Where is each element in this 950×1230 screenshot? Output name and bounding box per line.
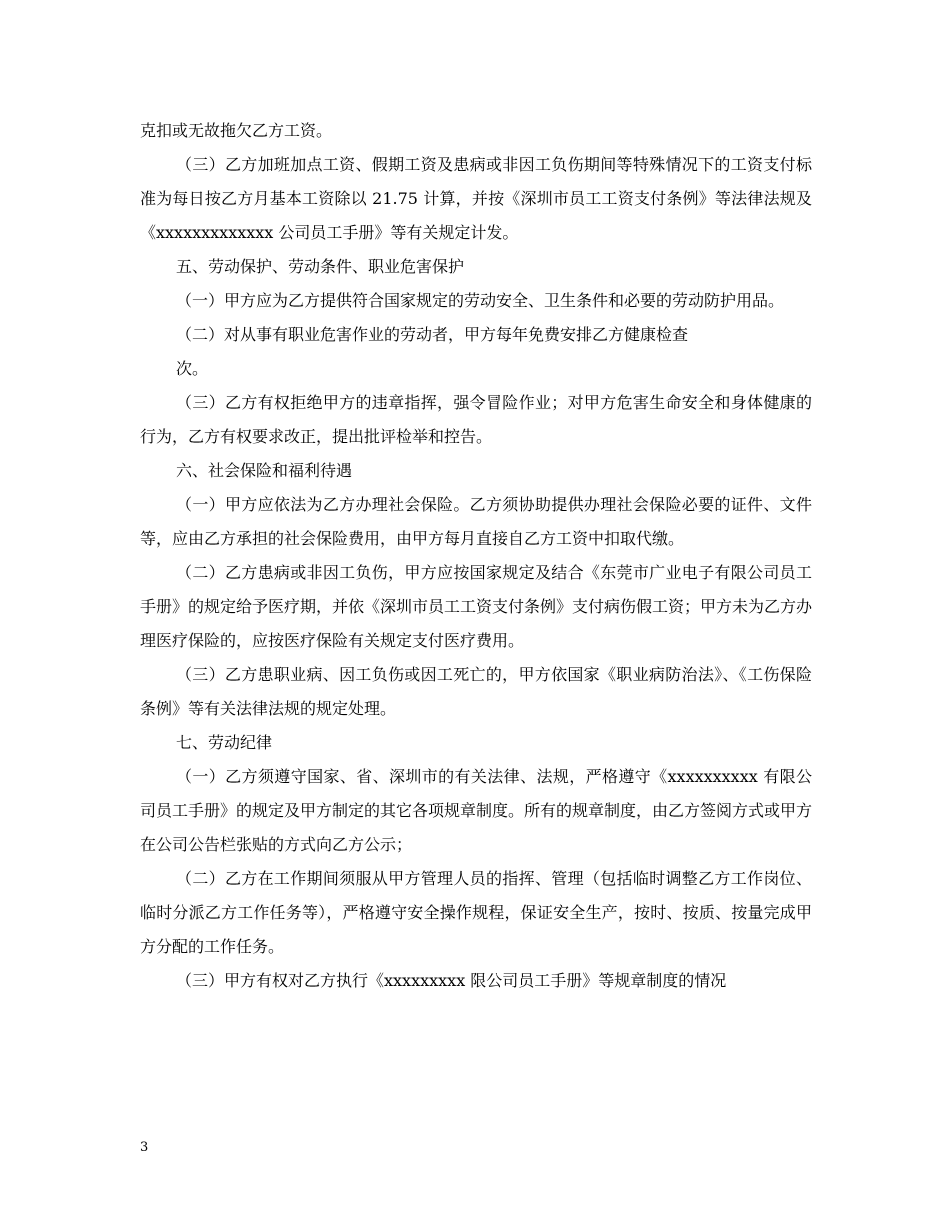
document-body [140,114,812,998]
paragraph: （一）甲方应依法为乙方办理社会保险。乙方须协助提供办理社会保险必要的证件、文件等，应由乙方承担的社会保险费用，由甲方每月直接自乙方工资中扣取代缴。 [140,495,812,548]
page-number: 3 [140,1140,149,1155]
section-heading: 六、社会保险和福利待遇 [176,461,353,480]
paragraph: （二）乙方患病或非因工负伤，甲方应按国家规定及结合《东莞市广业电子有限公司员工手册》的规定给予医疗期，并依《深圳市员工工资支付条例》支付病伤假工资；甲方未为乙方办理医疗保险的，应按医疗保险有关规定支付医疗费用。 [140,563,813,650]
paragraph: （三）甲方有权对乙方执行《xxxxxxxxx 限公司员工手册》等规章制度的情况 [176,971,727,990]
paragraph: （三）乙方有权拒绝甲方的违章指挥，强令冒险作业；对甲方危害生命安全和身体健康的行为，乙方有权要求改正，提出批评检举和控告。 [140,393,812,446]
paragraph: （一）乙方须遵守国家、省、深圳市的有关法律、法规，严格遵守《xxxxxxxxxx 有限公司员工手册》的规定及甲方制定的其它各项规章制度。所有的规章制度，由乙方签阅方式或甲方在公司公告栏张贴的方式向乙方公示； [140,767,813,854]
paragraph: （三）乙方患职业病、因工负伤或因工死亡的，甲方依国家《职业病防治法》、《工伤保险条例》等有关法律法规的规定处理。 [140,665,812,718]
section-heading: 五、劳动保护、劳动条件、职业危害保护 [176,257,465,276]
section-heading: 七、劳动纪律 [176,733,273,752]
paragraph: （一）甲方应为乙方提供符合国家规定的劳动安全、卫生条件和必要的劳动防护用品。 [176,291,785,310]
paragraph: （二）对从事有职业危害作业的劳动者，甲方每年免费安排乙方健康检查 [176,325,689,344]
paragraph: 克扣或无故拖欠乙方工资。 [140,121,333,140]
paragraph: 次。 [176,359,209,378]
paragraph: （三）乙方加班加点工资、假期工资及患病或非因工负伤期间等特殊情况下的工资支付标准为每日按乙方月基本工资除以 21.75 计算，并按《深圳市员工工资支付条例》等法律法规及《xxxxxxxxxxxxx 公司员工手册》等有关规定计发。 [140,155,812,242]
paragraph: （二）乙方在工作期间须服从甲方管理人员的指挥、管理（包括临时调整乙方工作岗位、临时分派乙方工作任务等），严格遵守安全操作规程，保证安全生产，按时、按质、按量完成甲方分配的工作任务。 [140,869,812,956]
